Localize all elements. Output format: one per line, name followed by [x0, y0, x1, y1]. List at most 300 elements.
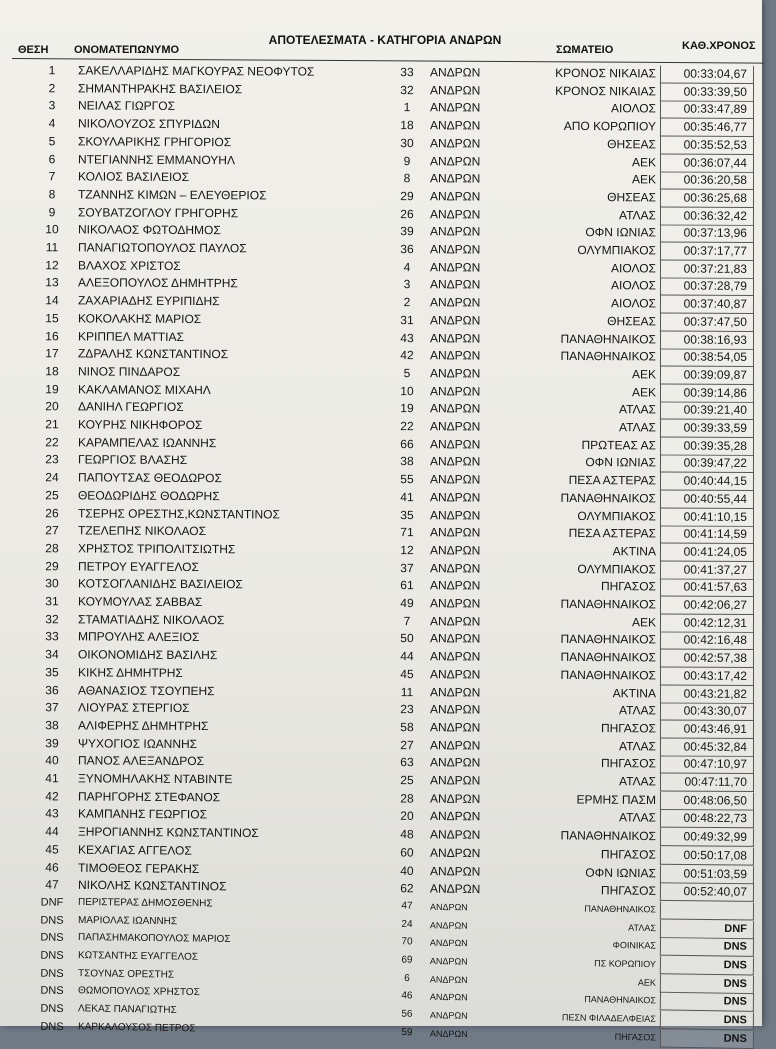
name-cell: ΚΟΛΙΟΣ ΒΑΣΙΛΕΙΟΣ [77, 169, 190, 185]
time-cell: 00:39:47,22 [660, 455, 754, 473]
table-row [0, 398, 762, 418]
bib-cell: 28 [400, 791, 414, 806]
time-cell: 00:45:32,84 [660, 738, 754, 756]
bib-cell: 47 [401, 900, 413, 912]
table-row [0, 274, 762, 294]
category-cell: ΑΝΔΡΩΝ [429, 845, 481, 860]
time-cell: 00:37:13,96 [660, 225, 754, 243]
bib-cell: 22 [400, 419, 414, 434]
bib-cell: 58 [400, 719, 414, 735]
name-cell: ΤΣΕΡΗΣ ΟΡΕΣΤΗΣ,ΚΩΝΣΤΑΝΤΙΝΟΣ [77, 505, 280, 521]
category-cell: ΑΝΔΡΩΝ [429, 153, 481, 169]
time-cell: 00:37:28,79 [660, 278, 754, 296]
club-cell: ΑΤΛΑΣ [618, 207, 657, 223]
bib-cell: 43 [400, 330, 414, 345]
position-cell: 25 [45, 488, 59, 503]
name-cell: ΤΙΜΟΘΕΟΣ ΓΕΡΑΚΗΣ [77, 860, 200, 876]
time-cell: 00:39:35,28 [660, 437, 754, 455]
time-cell: 00:36:25,68 [660, 189, 754, 207]
name-cell: ΖΔΡΑΛΗΣ ΚΩΝΣΤΑΝΤΙΝΟΣ [77, 346, 229, 362]
category-cell: ΑΝΔΡΩΝ [429, 578, 481, 593]
name-cell: ΨΥΧΟΓΙΟΣ ΙΩΑΝΝΗΣ [77, 736, 198, 751]
time-cell: 00:49:32,99 [660, 828, 754, 847]
club-cell: ΠΑΝΑΘΗΝΑΙΚΟΣ [560, 632, 657, 647]
club-cell: ΑΙΟΛΟΣ [610, 101, 657, 116]
club-cell: ΑΚΤΙΝΑ [612, 544, 657, 559]
club-cell: ΘΗΣΕΑΣ [607, 136, 657, 152]
club-cell: ΑΙΟΛΟΣ [610, 296, 657, 311]
position-cell: DNS [40, 1002, 64, 1016]
table-row [0, 328, 762, 348]
bib-cell: 18 [400, 118, 414, 133]
time-cell: 00:47:10,97 [660, 756, 754, 774]
category-cell: ΑΝΔΡΩΝ [429, 881, 481, 897]
table-row [0, 221, 762, 241]
position-cell: 45 [45, 842, 59, 857]
time-cell: 00:38:16,93 [660, 331, 754, 349]
category-cell: ΑΝΔΡΩΝ [429, 507, 481, 523]
bib-cell: 2 [403, 295, 411, 310]
club-cell: ΑΤΛΑΣ [618, 703, 657, 718]
position-cell: 9 [48, 204, 56, 219]
time-cell: DNS [660, 956, 754, 975]
name-cell: ΘΕΟΔΩΡΙΔΗΣ ΘΟΔΩΡΗΣ [77, 488, 220, 503]
bib-cell: 5 [403, 366, 411, 381]
category-cell: ΑΝΔΡΩΝ [429, 737, 481, 753]
position-cell: 37 [45, 700, 59, 715]
name-cell: ΑΛΕΞΟΠΟΥΛΟΣ ΔΗΜΗΤΡΗΣ [77, 275, 238, 291]
name-cell: ΝΙΝΟΣ ΠΙΝΔΑΡΟΣ [77, 364, 181, 379]
club-cell: ΠΗΓΑΣΟΣ [600, 756, 657, 771]
time-cell: 00:41:37,27 [660, 561, 754, 579]
category-cell: ΑΝΔΡΩΝ [429, 206, 481, 222]
time-cell: 00:42:16,48 [660, 632, 754, 650]
bib-cell: 69 [401, 954, 413, 966]
time-cell: 00:40:44,15 [660, 473, 754, 491]
position-cell: 20 [45, 399, 59, 414]
category-cell: ΑΝΔΡΩΝ [429, 974, 468, 985]
position-cell: 26 [45, 505, 59, 520]
table-row [0, 168, 762, 188]
bib-cell: 41 [400, 489, 414, 504]
name-cell: ΠΕΤΡΟΥ ΕΥΑΓΓΕΛΟΣ [77, 559, 199, 574]
position-cell: 1 [48, 63, 56, 78]
category-cell: ΑΝΔΡΩΝ [429, 189, 481, 204]
bib-cell: 42 [400, 348, 414, 363]
name-cell: ΚΑΚΛΑΜΑΝΟΣ ΜΙΧΑΗΛ [77, 382, 211, 397]
bib-cell: 9 [403, 153, 411, 168]
time-cell: 00:35:46,77 [660, 119, 754, 137]
category-cell: ΑΝΔΡΩΝ [429, 720, 481, 735]
table-row [0, 310, 762, 330]
time-cell: 00:35:52,53 [660, 136, 754, 154]
bib-cell: 12 [400, 542, 414, 558]
category-cell: ΑΝΔΡΩΝ [429, 366, 481, 381]
club-cell: ΑΠΟ ΚΟΡΩΠΙΟΥ [563, 119, 657, 134]
bib-cell: 11 [400, 684, 414, 699]
category-cell: ΑΝΔΡΩΝ [429, 348, 481, 363]
bib-cell: 27 [400, 737, 414, 752]
category-cell: ΑΝΔΡΩΝ [429, 992, 468, 1003]
category-cell: ΑΝΔΡΩΝ [429, 560, 481, 576]
club-cell: ΑΤΛΑΣ [618, 402, 657, 417]
bib-cell: 6 [404, 972, 410, 984]
time-cell: 00:50:17,08 [660, 847, 754, 866]
category-cell: ΑΝΔΡΩΝ [429, 419, 481, 434]
name-cell: ΠΑΠΟΥΤΣΑΣ ΘΕΟΔΩΡΟΣ [77, 470, 222, 486]
club-cell: ΑΙΟΛΟΣ [610, 278, 657, 293]
table-row [0, 292, 762, 312]
category-cell: ΑΝΔΡΩΝ [429, 242, 481, 257]
club-cell: ΠΑΝΑΘΗΝΑΙΚΟΣ [584, 994, 656, 1006]
position-cell: 27 [45, 523, 59, 538]
bib-cell: 40 [400, 863, 414, 878]
category-cell: ΑΝΔΡΩΝ [429, 773, 481, 788]
bib-cell: 31 [400, 312, 414, 327]
position-cell: 39 [45, 735, 59, 750]
position-cell: 19 [45, 381, 59, 396]
bib-cell: 29 [400, 188, 414, 204]
position-cell: 40 [45, 753, 59, 768]
club-cell: ΟΛΥΜΠΙΑΚΟΣ [577, 561, 657, 577]
bib-cell: 56 [401, 1008, 413, 1020]
position-cell: 35 [45, 665, 59, 680]
name-cell: ΝΤΕΓΙΑΝΝΗΣ ΕΜΜΑΝΟΥΗΛ [77, 151, 236, 167]
bib-cell: 71 [400, 525, 414, 540]
bib-cell: 4 [403, 259, 411, 274]
time-cell: 00:36:07,44 [660, 154, 754, 172]
position-cell: 11 [45, 240, 59, 255]
category-cell: ΑΝΔΡΩΝ [429, 613, 481, 629]
bib-cell: 1 [403, 100, 411, 115]
position-cell: 28 [45, 541, 59, 556]
time-cell: 00:47:11,70 [660, 773, 754, 791]
name-cell: ΚΟΚΟΛΑΚΗΣ ΜΑΡΙΟΣ [77, 311, 202, 326]
position-cell: 14 [45, 293, 59, 308]
bib-cell: 50 [400, 631, 414, 646]
bib-cell: 30 [400, 135, 414, 150]
position-cell: 36 [45, 682, 59, 697]
bib-cell: 24 [401, 918, 413, 930]
club-cell: ΚΡΟΝΟΣ ΝΙΚΑΙΑΣ [555, 65, 657, 81]
club-cell: ΑΕΚ [631, 367, 657, 382]
bib-cell: 62 [400, 881, 414, 896]
category-cell: ΑΝΔΡΩΝ [429, 82, 481, 98]
name-cell: ΠΑΡΗΓΟΡΗΣ ΣΤΕΦΑΝΟΣ [77, 789, 221, 805]
time-cell: 00:43:30,07 [660, 703, 754, 721]
category-cell: ΑΝΔΡΩΝ [429, 809, 481, 824]
name-cell: ΑΛΙΦΕΡΗΣ ΔΗΜΗΤΡΗΣ [77, 718, 209, 733]
time-cell: 00:41:10,15 [660, 508, 754, 526]
time-cell: 00:51:03,59 [660, 865, 754, 884]
time-cell: 00:39:14,86 [660, 384, 754, 402]
time-cell: 00:43:17,42 [660, 667, 754, 685]
club-cell: ΑΕΚ [631, 614, 657, 630]
time-cell: DNS [660, 1029, 754, 1049]
position-cell: DNS [40, 967, 64, 980]
club-cell: ΠΑΝΑΘΗΝΑΙΚΟΣ [584, 903, 657, 915]
position-cell: 10 [45, 222, 59, 237]
name-cell: ΚΕΧΑΓΙΑΣ ΑΓΓΕΛΟΣ [77, 842, 192, 858]
position-cell: 8 [48, 187, 56, 202]
name-cell: ΛΕΚΑΣ ΠΑΝΑΓΙΩΤΗΣ [77, 1003, 177, 1017]
club-cell: ΑΤΛΑΣ [618, 738, 657, 754]
time-cell: 00:42:57,38 [660, 650, 754, 668]
name-cell: ΧΡΗΣΤΟΣ ΤΡΙΠΟΛΙΤΣΙΩΤΗΣ [77, 541, 236, 557]
time-cell: 00:36:20,58 [660, 172, 754, 190]
time-cell: 00:39:09,87 [660, 366, 754, 384]
category-cell: ΑΝΔΡΩΝ [429, 791, 481, 806]
category-cell: ΑΝΔΡΩΝ [429, 118, 481, 133]
position-cell: 13 [45, 275, 59, 290]
category-cell: ΑΝΔΡΩΝ [429, 631, 481, 646]
column-header-position: ΘΕΣΗ [18, 44, 49, 56]
table-row [0, 363, 762, 383]
table-row [0, 664, 762, 684]
bib-cell: 35 [400, 507, 414, 522]
time-cell: DNS [660, 974, 754, 993]
club-cell: ΑΤΛΑΣ [628, 922, 657, 933]
time-cell: 00:41:57,63 [660, 579, 754, 597]
table-row [0, 646, 762, 666]
time-cell: 00:41:14,59 [660, 526, 754, 544]
position-cell: 42 [45, 788, 59, 804]
club-cell: ΠΣ ΚΟΡΩΠΙΟΥ [594, 958, 657, 970]
table-row [0, 540, 762, 560]
time-cell: 00:43:46,91 [660, 720, 754, 738]
table-row [0, 381, 762, 401]
name-cell: ΣΚΟΥΛΑΡΙΚΗΣ ΓΡΗΓΟΡΙΟΣ [77, 134, 232, 150]
position-cell: 47 [45, 877, 59, 892]
name-cell: ΞΥΝΟΜΗΛΑΚΗΣ ΝΤΑΒΙΝΤΕ [77, 771, 233, 787]
position-cell: 46 [45, 859, 59, 875]
bib-cell: 39 [400, 224, 414, 239]
bib-cell: 70 [401, 936, 413, 948]
table-row [0, 115, 762, 135]
position-cell: DNS [40, 985, 64, 998]
bib-cell: 3 [403, 277, 411, 292]
bib-cell: 45 [400, 666, 414, 681]
table-row [0, 451, 762, 471]
table-row [0, 575, 762, 595]
position-cell: 34 [45, 647, 59, 662]
table-row [0, 469, 762, 489]
club-cell: ΠΗΓΑΣΟΣ [600, 721, 657, 736]
table-row [0, 505, 762, 525]
category-cell: ΑΝΔΡΩΝ [429, 863, 481, 879]
club-cell: ΑΕΚ [631, 384, 657, 400]
bib-cell: 32 [400, 82, 414, 97]
time-cell: 00:38:54,05 [660, 349, 754, 367]
club-cell: ΑΤΛΑΣ [618, 810, 657, 825]
name-cell: ΠΑΠΑΣΗΜΑΚΟΠΟΥΛΟΣ ΜΑΡΙΟΣ [77, 932, 231, 946]
name-cell: ΝΕΙΛΑΣ ΓΙΩΡΓΟΣ [77, 98, 176, 114]
table-row [0, 593, 762, 613]
table-row [0, 62, 762, 82]
name-cell: ΜΑΡΙΟΛΑΣ ΙΩΑΝΝΗΣ [77, 914, 178, 927]
name-cell: ΚΟΥΜΟΥΛΑΣ ΣΑΒΒΑΣ [77, 594, 203, 610]
position-cell: 38 [45, 718, 59, 733]
table-row [0, 682, 762, 702]
club-cell: ΑΕΚ [631, 154, 657, 169]
bib-cell: 44 [400, 649, 414, 664]
position-cell: 23 [45, 452, 59, 467]
name-cell: ΚΡΙΠΠΕΛ ΜΑΤΤΙΑΣ [77, 328, 184, 344]
name-cell: ΠΕΡΙΣΤΕΡΑΣ ΔΗΜΟΣΘΕΝΗΣ [77, 896, 213, 910]
name-cell: ΣΑΚΕΛΛΑΡΙΔΗΣ ΜΑΓΚΟΥΡΑΣ ΝΕΟΦΥΤΟΣ [77, 63, 315, 79]
time-cell: 00:37:40,87 [660, 296, 754, 314]
position-cell: 15 [45, 311, 59, 326]
category-cell: ΑΝΔΡΩΝ [429, 937, 468, 949]
club-cell: ΠΑΝΑΘΗΝΑΙΚΟΣ [560, 667, 657, 683]
position-cell: 4 [48, 116, 56, 131]
club-cell: ΟΦΝ ΙΩΝΙΑΣ [585, 865, 657, 880]
position-cell: 3 [48, 98, 56, 113]
time-cell: DNS [660, 938, 754, 957]
category-cell: ΑΝΔΡΩΝ [429, 919, 468, 931]
position-cell: 12 [45, 257, 59, 272]
club-cell: ΠΕΣΑ ΑΣΤΕΡΑΣ [568, 473, 657, 488]
category-cell: ΑΝΔΡΩΝ [429, 277, 481, 292]
position-cell: 30 [45, 576, 59, 591]
category-cell: ΑΝΔΡΩΝ [429, 543, 481, 558]
time-cell: 00:42:12,31 [660, 614, 754, 632]
bib-cell: 8 [403, 171, 411, 186]
club-cell: ΑΙΟΛΟΣ [610, 260, 657, 276]
bib-cell: 49 [400, 596, 414, 611]
club-cell: ΟΛΥΜΠΙΑΚΟΣ [577, 508, 657, 523]
table-row [0, 699, 762, 719]
time-cell: 00:42:06,27 [660, 596, 754, 614]
name-cell: ΝΙΚΟΛΑΟΣ ΦΩΤΟΔΗΜΟΣ [77, 222, 221, 238]
table-row [0, 416, 762, 436]
bib-cell: 19 [400, 401, 414, 416]
club-cell: ΠΗΓΑΣΟΣ [600, 847, 657, 862]
club-cell: ΠΕΣΑ ΑΣΤΕΡΑΣ [568, 526, 657, 541]
position-cell: 16 [45, 328, 59, 343]
name-cell: ΔΑΝΙΗΛ ΓΕΩΡΓΙΟΣ [77, 399, 184, 415]
name-cell: ΒΛΑΧΟΣ ΧΡΙΣΤΟΣ [77, 258, 181, 273]
bib-cell: 20 [400, 809, 414, 824]
category-cell: ΑΝΔΡΩΝ [429, 956, 468, 967]
table-row [0, 487, 762, 507]
bib-cell: 23 [400, 702, 414, 717]
category-cell: ΑΝΔΡΩΝ [429, 684, 481, 700]
category-cell: ΑΝΔΡΩΝ [429, 667, 481, 682]
position-cell: DNS [40, 949, 64, 962]
time-cell: DNF [660, 920, 754, 939]
table-row [0, 239, 762, 259]
bib-cell: 55 [400, 472, 414, 487]
position-cell: 21 [45, 417, 59, 432]
name-cell: ΚΟΤΣΟΓΛΑΝΙΔΗΣ ΒΑΣΙΛΕΙΟΣ [77, 576, 243, 592]
position-cell: DNS [40, 914, 64, 927]
category-cell: ΑΝΔΡΩΝ [429, 472, 481, 487]
time-cell: 00:37:17,77 [660, 242, 754, 260]
bib-cell: 59 [401, 1026, 413, 1038]
category-cell: ΑΝΔΡΩΝ [429, 313, 481, 328]
name-cell: ΑΘΑΝΑΣΙΟΣ ΤΣΟΥΠΕΗΣ [77, 682, 215, 698]
category-cell: ΑΝΔΡΩΝ [429, 649, 481, 664]
club-cell: ΑΚΤΙΝΑ [612, 685, 657, 700]
position-cell: DNF [40, 896, 64, 909]
position-cell: 2 [48, 80, 56, 95]
time-cell: 00:37:47,50 [660, 313, 754, 331]
table-row [0, 522, 762, 542]
category-cell: ΑΝΔΡΩΝ [429, 100, 481, 115]
club-cell: ΠΑΝΑΘΗΝΑΙΚΟΣ [560, 490, 657, 506]
position-cell: 6 [48, 151, 56, 166]
category-cell: ΑΝΔΡΩΝ [429, 330, 481, 346]
time-cell: 00:33:47,89 [660, 101, 754, 119]
bib-cell: 37 [400, 560, 414, 575]
club-cell: ΚΡΟΝΟΣ ΝΙΚΑΙΑΣ [555, 83, 657, 99]
club-cell: ΘΗΣΕΑΣ [607, 313, 657, 329]
table-row [0, 752, 762, 772]
name-cell: ΚΑΡΚΑΛΟΥΣΟΣ ΠΕΤΡΟΣ [77, 1021, 196, 1035]
category-cell: ΑΝΔΡΩΝ [429, 755, 481, 770]
club-cell: ΟΦΝ ΙΩΝΙΑΣ [585, 225, 657, 240]
name-cell: ΣΟΥΒΑΤΖΟΓΛΟΥ ΓΡΗΓΟΡΗΣ [77, 205, 239, 220]
category-cell: ΑΝΔΡΩΝ [429, 454, 481, 469]
column-header-club: ΣΩΜΑΤΕΙΟ [556, 44, 614, 56]
time-cell: 00:40:55,44 [660, 490, 754, 508]
bib-cell: 66 [400, 436, 414, 451]
bib-cell: 60 [400, 845, 414, 860]
club-cell: ΟΦΝ ΙΩΝΙΑΣ [585, 455, 657, 470]
category-cell: ΑΝΔΡΩΝ [429, 295, 481, 310]
category-cell: ΑΝΔΡΩΝ [429, 596, 481, 611]
table-row [0, 345, 762, 365]
time-cell [660, 901, 754, 920]
name-cell: ΣΗΜΑΝΤΗΡΑΚΗΣ ΒΑΣΙΛΕΙΟΣ [77, 81, 243, 96]
bib-cell: 25 [400, 773, 414, 788]
club-cell: ΕΡΜΗΣ ΠΑΣΜ [576, 792, 657, 807]
name-cell: ΖΑΧΑΡΙΑΔΗΣ ΕΥΡΙΠΙΔΗΣ [77, 293, 220, 309]
club-cell: ΑΤΛΑΣ [618, 420, 657, 435]
column-header-time: ΚΑΘ.ΧΡΟΝΟΣ [682, 40, 756, 52]
category-cell: ΑΝΔΡΩΝ [429, 1010, 468, 1021]
club-cell: ΘΗΣΕΑΣ [607, 190, 657, 205]
category-cell: ΑΝΔΡΩΝ [429, 136, 481, 151]
name-cell: ΝΙΚΟΛΟΥΖΟΣ ΣΠΥΡΙΔΩΝ [77, 116, 221, 132]
club-cell: ΠΡΩΤΕΑΣ ΑΣ [581, 437, 657, 453]
club-cell: ΠΗΓΑΣΟΣ [600, 883, 657, 899]
time-cell: DNS [660, 1011, 754, 1031]
page-title: ΑΠΟΤΕΛΕΣΜΑΤΑ - ΚΑΤΗΓΟΡΙΑ ΑΝΔΡΩΝ [268, 33, 502, 47]
club-cell: ΠΕΣΝ ΦΙΛΑΔΕΛΦΕΙΑΣ [561, 1012, 656, 1024]
table-row [0, 151, 762, 171]
table-row [0, 97, 762, 117]
time-cell: 00:33:04,67 [660, 65, 754, 83]
table-row [0, 133, 762, 153]
position-cell: 44 [45, 824, 59, 839]
bib-cell: 7 [403, 613, 411, 628]
category-cell: ΑΝΔΡΩΝ [429, 436, 481, 452]
category-cell: ΑΝΔΡΩΝ [429, 525, 481, 540]
club-cell: ΠΑΝΑΘΗΝΑΙΚΟΣ [560, 331, 657, 346]
category-cell: ΑΝΔΡΩΝ [429, 901, 468, 913]
name-cell: ΠΑΝΟΣ ΑΛΕΞΑΝΔΡΟΣ [77, 753, 205, 769]
time-cell: 00:36:32,42 [660, 207, 754, 225]
table-row [0, 717, 762, 737]
position-cell: 18 [45, 364, 59, 379]
time-cell: DNS [660, 993, 754, 1012]
position-cell: 17 [45, 346, 59, 361]
category-cell: ΑΝΔΡΩΝ [429, 65, 481, 80]
position-cell: 33 [45, 629, 59, 644]
name-cell: ΤΖΕΛΕΠΗΣ ΝΙΚΟΛΑΟΣ [77, 523, 207, 539]
